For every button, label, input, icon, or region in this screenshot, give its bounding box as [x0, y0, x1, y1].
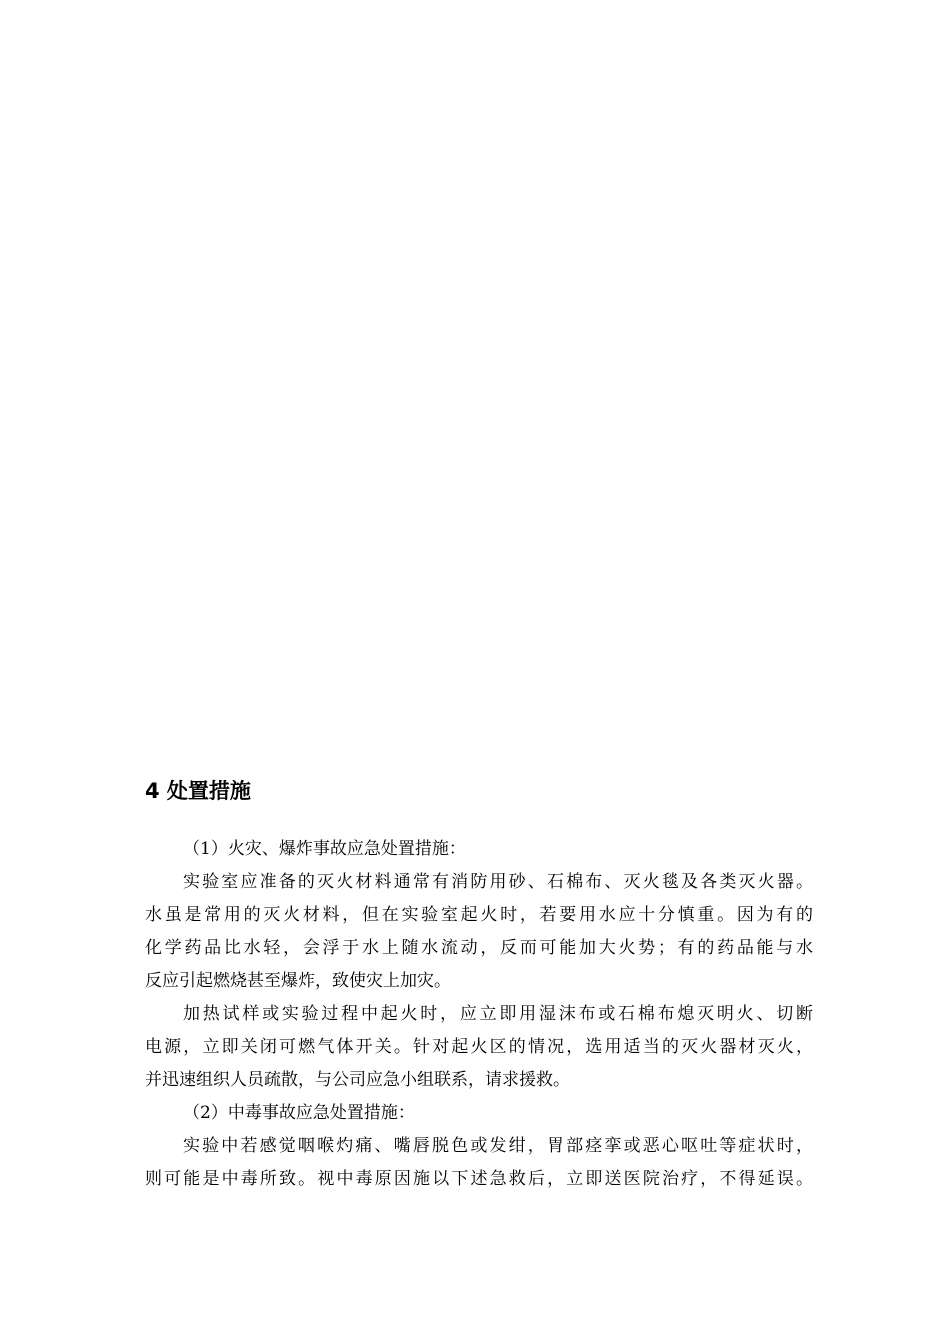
paragraph-line: 水虽是常用的灭火材料，但在实验室起火时，若要用水应十分慎重。因为有的 [145, 905, 813, 925]
paragraph-line: 则可能是中毒所致。视中毒原因施以下述急救后，立即送医院治疗，不得延误。 [145, 1169, 813, 1189]
paragraph-line: 电源，立即关闭可燃气体开关。针对起火区的情况，选用适当的灭火器材灭火， [145, 1037, 813, 1057]
paragraph-line: 实验中若感觉咽喉灼痛、嘴唇脱色或发绀，胃部痉挛或恶心呕吐等症状时， [183, 1136, 813, 1156]
paragraph-line: 化学药品比水轻，会浮于水上随水流动，反而可能加大火势；有的药品能与水 [145, 938, 813, 958]
paragraph-line: 实验室应准备的灭火材料通常有消防用砂、石棉布、灭火毯及各类灭火器。 [183, 872, 813, 892]
section-body [145, 833, 813, 1196]
paragraph-line: 加热试样或实验过程中起火时，应立即用湿沫布或石棉布熄灭明火、切断 [183, 1004, 813, 1024]
paragraph-line: 反应引起燃烧甚至爆炸，致使灾上加灾。 [145, 971, 451, 991]
subsection-title-poisoning: （2）中毒事故应急处置措施： [183, 1103, 415, 1123]
subsection-title-fire: （1）火灾、爆炸事故应急处置措施： [183, 839, 466, 859]
section-heading: 4 处置措施 [145, 779, 251, 803]
paragraph-line: 并迅速组织人员疏散，与公司应急小组联系，请求援救。 [145, 1070, 570, 1090]
